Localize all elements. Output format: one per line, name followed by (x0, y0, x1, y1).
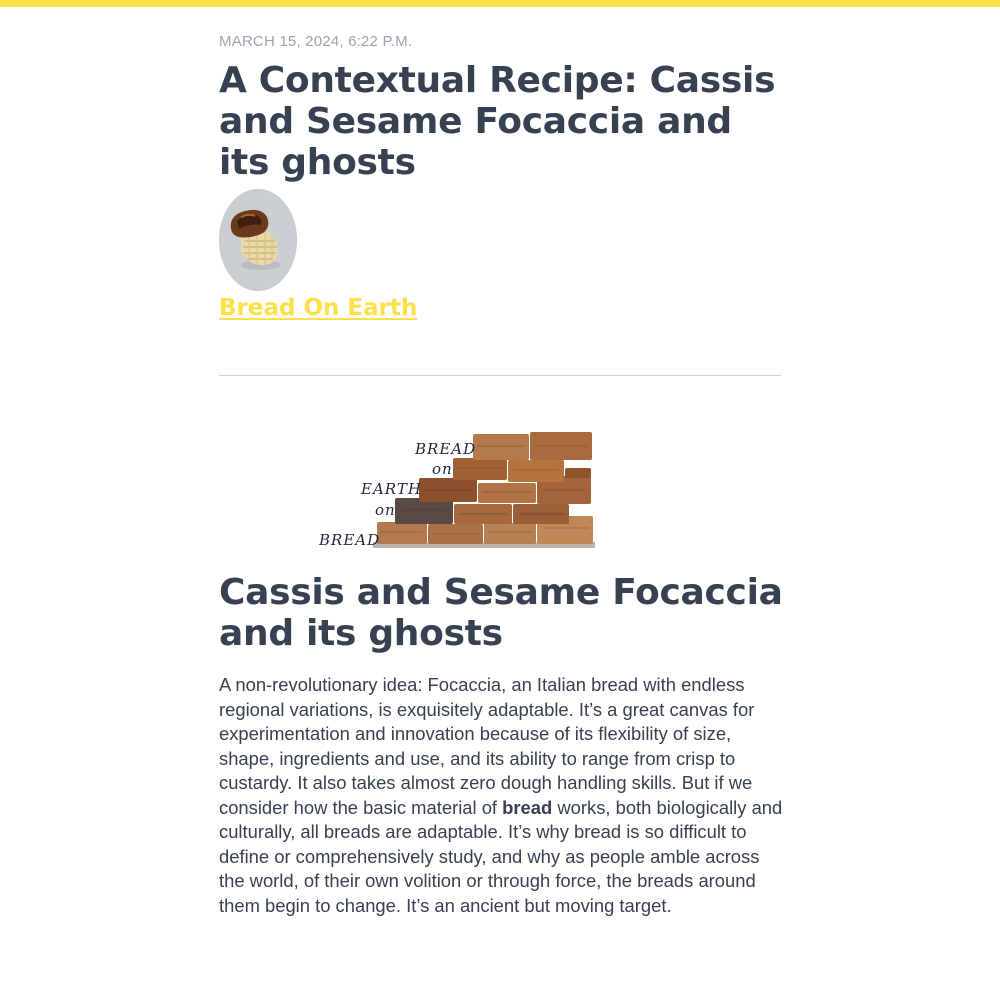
hero-word-earth: EARTH (361, 480, 422, 498)
article-heading: Cassis and Sesame Focaccia and its ghosts (219, 572, 783, 654)
bread-photo-icon (219, 189, 297, 291)
paragraph-text-end: works, both biologically and culturally, all breads are adaptable. It’s why bread is so difficult to define or comprehensively study, and why as people amble across the world, of their own volition or through force, the breads around them begin to change. It’s an ancient but moving target. (219, 796, 783, 916)
author-avatar[interactable] (219, 189, 297, 291)
hero-word-on-1: on (432, 460, 453, 478)
author-link[interactable]: Bread On Earth (219, 295, 418, 321)
divider (219, 375, 781, 376)
paragraph-bold-word: bread (502, 796, 553, 818)
paragraph-text-start: A non-revolutionary idea: Focaccia, an Italian bread with endless regional variations, is exquisitely adaptable. It’s a great canvas for experimentation and innovation because of its flexibility of size, shape, ingredients and use, and its ability to range from crisp to custardy. It also takes almost zero dough handling skills. But if we consider how the basic material of (219, 674, 755, 818)
hero-word-bread-bottom: BREAD (319, 531, 381, 549)
publish-date: MARCH 15, 2024, 6:22 P.M. (219, 33, 413, 50)
page-title: A Contextual Recipe: Cassis and Sesame Focaccia and its ghosts (219, 60, 776, 183)
article-header (219, 32, 781, 323)
hero-word-on-2: on (375, 501, 396, 519)
top-accent-bar (0, 0, 1000, 7)
hero-image (315, 428, 600, 552)
article-paragraph (219, 673, 785, 918)
hero-word-bread-top: BREAD (415, 440, 477, 458)
